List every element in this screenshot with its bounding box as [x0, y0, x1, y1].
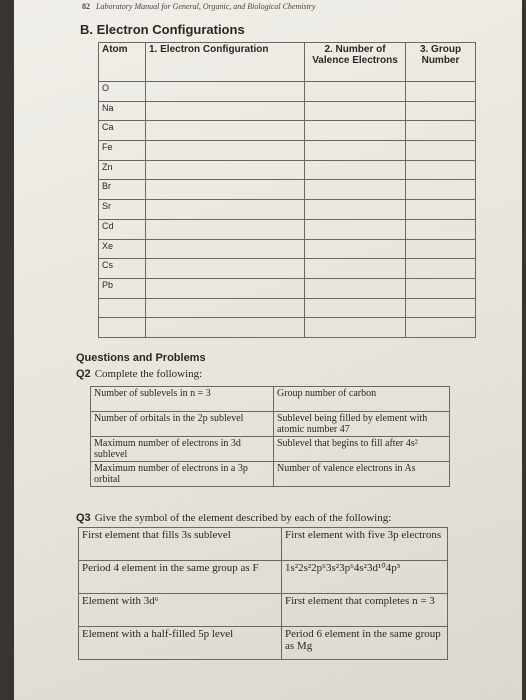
- answer-cell[interactable]: [305, 239, 406, 259]
- questions-title: Questions and Problems: [76, 352, 206, 364]
- answer-cell[interactable]: [146, 160, 305, 180]
- answer-cell[interactable]: [146, 298, 305, 318]
- answer-cell[interactable]: [305, 298, 406, 318]
- q2-cell[interactable]: Sublevel being filled by element with atomic number 47: [274, 412, 450, 437]
- q3-cell[interactable]: Period 4 element in the same group as F: [79, 561, 282, 594]
- q3-cell[interactable]: Period 6 element in the same group as Mg: [282, 627, 448, 660]
- q2-prompt-text: Complete the following:: [94, 368, 203, 380]
- atom-cell: Fe: [99, 141, 146, 161]
- answer-cell[interactable]: [305, 160, 406, 180]
- table-row: [99, 278, 476, 298]
- answer-cell[interactable]: [406, 141, 476, 161]
- blank-cell: [99, 298, 146, 318]
- q3-prompt: [76, 512, 391, 524]
- answer-cell[interactable]: [406, 121, 476, 141]
- answer-cell[interactable]: [406, 160, 476, 180]
- answer-cell[interactable]: [305, 278, 406, 298]
- q2-prompt: [76, 368, 202, 380]
- atom-cell: Ca: [99, 121, 146, 141]
- answer-cell[interactable]: [305, 219, 406, 239]
- answer-cell[interactable]: [406, 278, 476, 298]
- table-row: [99, 318, 476, 338]
- q3-cell[interactable]: Element with a half-filled 5p level: [79, 627, 282, 660]
- answer-cell[interactable]: [305, 101, 406, 121]
- book-title: Laboratory Manual for General, Organic, and Biological Chemistry: [96, 2, 316, 11]
- col-header-group-number: 3. Group Number: [406, 43, 476, 82]
- atom-cell: Na: [99, 101, 146, 121]
- worksheet-page: [14, 0, 522, 700]
- answer-cell[interactable]: [305, 121, 406, 141]
- page-number: 82: [82, 2, 90, 11]
- answer-cell[interactable]: [146, 239, 305, 259]
- answer-cell[interactable]: [146, 318, 305, 338]
- answer-cell[interactable]: [146, 278, 305, 298]
- q2-cell[interactable]: Maximum number of electrons in a 3p orbital: [91, 462, 274, 487]
- answer-cell[interactable]: [146, 82, 305, 102]
- table-row: [99, 180, 476, 200]
- q2-table: [90, 386, 450, 487]
- answer-cell[interactable]: [406, 180, 476, 200]
- table-row: [79, 528, 448, 561]
- q2-cell[interactable]: Number of valence electrons in As: [274, 462, 450, 487]
- q2-cell[interactable]: Sublevel that begins to fill after 4s²: [274, 437, 450, 462]
- answer-cell[interactable]: [305, 180, 406, 200]
- table-row: [79, 627, 448, 660]
- answer-cell[interactable]: [146, 141, 305, 161]
- table-row: [79, 561, 448, 594]
- q2-cell[interactable]: Group number of carbon: [274, 387, 450, 412]
- answer-cell[interactable]: [146, 121, 305, 141]
- atom-cell: Zn: [99, 160, 146, 180]
- answer-cell[interactable]: [146, 219, 305, 239]
- answer-cell[interactable]: [406, 298, 476, 318]
- answer-cell[interactable]: [305, 82, 406, 102]
- q2-cell[interactable]: Maximum number of electrons in 3d sublevel: [91, 437, 274, 462]
- table-row: [99, 259, 476, 279]
- answer-cell[interactable]: [406, 239, 476, 259]
- table-row: [99, 200, 476, 220]
- table-row: [91, 462, 450, 487]
- table-header-row: [99, 43, 476, 82]
- answer-cell[interactable]: [406, 259, 476, 279]
- col-header-atom: Atom: [99, 43, 146, 82]
- atom-cell: Cd: [99, 219, 146, 239]
- answer-cell[interactable]: [146, 259, 305, 279]
- table-row: [91, 412, 450, 437]
- answer-cell[interactable]: [406, 101, 476, 121]
- atom-cell: Pb: [99, 278, 146, 298]
- answer-cell[interactable]: [406, 318, 476, 338]
- table-row: [99, 82, 476, 102]
- q3-cell[interactable]: 1s²2s²2p⁶3s²3p⁶4s²3d¹⁰4p³: [282, 561, 448, 594]
- answer-cell[interactable]: [146, 180, 305, 200]
- atom-cell: Xe: [99, 239, 146, 259]
- table-row: [99, 239, 476, 259]
- table-row: [91, 387, 450, 412]
- col-header-electron-config: 1. Electron Configuration: [146, 43, 305, 82]
- answer-cell[interactable]: [305, 141, 406, 161]
- answer-cell[interactable]: [305, 318, 406, 338]
- q3-cell[interactable]: First element that fills 3s sublevel: [79, 528, 282, 561]
- q2-cell[interactable]: Number of orbitals in the 2p sublevel: [91, 412, 274, 437]
- answer-cell[interactable]: [305, 200, 406, 220]
- blank-cell: [99, 318, 146, 338]
- answer-cell[interactable]: [305, 259, 406, 279]
- table-row: [79, 594, 448, 627]
- q3-cell[interactable]: Element with 3d⁶: [79, 594, 282, 627]
- answer-cell[interactable]: [406, 82, 476, 102]
- answer-cell[interactable]: [146, 200, 305, 220]
- table-row: [99, 298, 476, 318]
- q3-cell[interactable]: First element that completes n = 3: [282, 594, 448, 627]
- table-row: [99, 121, 476, 141]
- atom-cell: Sr: [99, 200, 146, 220]
- atom-cell: Br: [99, 180, 146, 200]
- table-row: [99, 101, 476, 121]
- atom-cell: O: [99, 82, 146, 102]
- running-head: [82, 2, 315, 11]
- table-row: [99, 160, 476, 180]
- table-row: [91, 437, 450, 462]
- electron-config-table: [98, 42, 476, 338]
- col-header-valence-electrons: 2. Number of Valence Electrons: [305, 43, 406, 82]
- section-title: B. Electron Configurations: [80, 22, 245, 37]
- answer-cell[interactable]: [406, 219, 476, 239]
- q2-cell[interactable]: Number of sublevels in n = 3: [91, 387, 274, 412]
- q3-cell[interactable]: First element with five 3p electrons: [282, 528, 448, 561]
- q3-prompt-text: Give the symbol of the element described by each of the following:: [94, 512, 392, 524]
- atom-cell: Cs: [99, 259, 146, 279]
- answer-cell[interactable]: [146, 101, 305, 121]
- q3-table: [78, 527, 448, 660]
- table-row: [99, 141, 476, 161]
- table-row: [99, 219, 476, 239]
- q2-number: Q2: [76, 368, 91, 380]
- q3-number: Q3: [76, 512, 91, 524]
- answer-cell[interactable]: [406, 200, 476, 220]
